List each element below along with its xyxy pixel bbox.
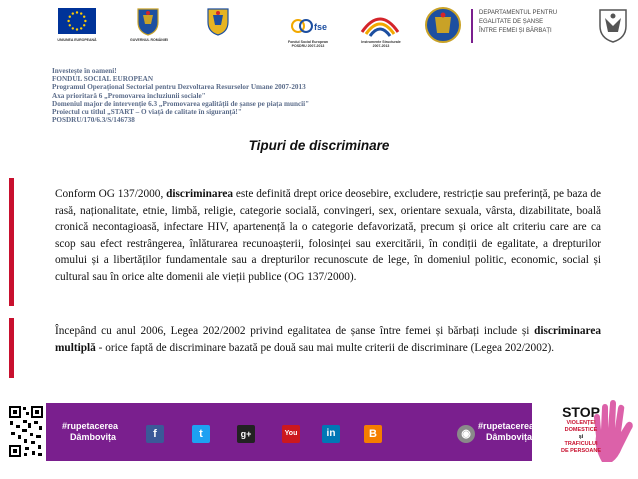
logo-strip — [0, 0, 638, 62]
stop-line-2: DOMESTICE — [564, 427, 598, 433]
fse-label: Fondul Social European POSDRU 2007-2013 — [287, 40, 329, 48]
youtube-icon[interactable]: You — [282, 425, 300, 443]
stop-line-1: VIOLENȚEI — [566, 420, 596, 426]
stop-line-4: TRAFICULUI — [564, 441, 598, 447]
department-line-2: EGALITATE DE ȘANSE — [479, 19, 544, 25]
hashtag-right[interactable] — [478, 421, 534, 443]
stop-violence-badge — [560, 405, 602, 463]
eu-flag-icon — [58, 8, 96, 34]
google-plus-icon[interactable]: g+ — [237, 425, 255, 443]
hashtag-left[interactable] — [62, 421, 118, 443]
paragraph-1-bold: discriminarea — [166, 188, 234, 200]
twitter-icon[interactable]: t — [192, 425, 210, 443]
romania-coat-of-arms-icon — [134, 6, 162, 36]
department-line-1: DEPARTAMENTUL PENTRU — [479, 10, 558, 16]
stop-line-3: și — [578, 434, 584, 440]
header-line-7: POSDRU/170/6.3/S/146738 — [52, 116, 135, 125]
blogger-icon[interactable]: B — [364, 425, 382, 443]
svg-text:fse: fse — [314, 22, 328, 32]
header-line-1: Investește în oameni! — [52, 67, 117, 75]
project-header — [52, 67, 472, 124]
web-globe-icon[interactable]: ◉ — [457, 425, 475, 443]
stop-line-5: DE PERSOANE — [560, 448, 602, 454]
paragraph-1-pre: Conform OG 137/2000, — [55, 188, 167, 200]
fse-logo-icon — [288, 14, 330, 38]
header-line-5: Domeniul major de intervenție 6.3 „Promovarea egalității de șanse pe piața muncii" — [52, 99, 310, 108]
linkedin-icon[interactable]: in — [322, 425, 340, 443]
structural-instruments-icon — [358, 12, 402, 38]
hashtag-left-line-1: #rupetacerea — [62, 421, 119, 431]
romania-coat-of-arms-2-icon — [205, 6, 231, 36]
paragraph-2-post: - orice faptă de discriminare bazată pe două sau mai multe criterii de discriminare (Legea 202/2002). — [95, 341, 555, 354]
accent-bar-1 — [9, 178, 14, 306]
structural-label: Instrumente Structurale 2007-2013 — [361, 40, 401, 48]
department-box — [471, 9, 591, 43]
header-line-4: Axa prioritară 6 „Promovarea incluziunii sociale" — [52, 91, 206, 100]
stop-label: STOP — [562, 404, 600, 420]
header-line-3: Programul Operațional Sectorial pentru Dezvoltarea Resurselor Umane 2007-2013 — [52, 83, 306, 92]
department-line-3: ÎNTRE FEMEI ȘI BĂRBAȚI — [479, 28, 552, 34]
paragraph-2-bold: discriminarea multiplă — [55, 325, 601, 354]
eagle-emblem-icon — [596, 6, 630, 44]
header-line-2: FONDUL SOCIAL EUROPEAN — [52, 75, 154, 84]
paragraph-discrimination — [55, 186, 601, 286]
facebook-icon[interactable]: f — [146, 425, 164, 443]
accent-bar-2 — [9, 318, 14, 378]
hashtag-left-line-2: Dâmbovița — [70, 432, 117, 442]
eu-label: UNIUNEA EUROPEANĂ — [57, 38, 97, 42]
hashtag-right-line-1: #rupetacerea — [478, 421, 535, 431]
paragraph-2-pre: Începând cu anul 2006, Legea 202/2002 privind egalitatea de șanse între femei și bărbați include și — [55, 325, 535, 337]
hashtag-right-line-2: Dâmbovița — [486, 432, 533, 442]
ministry-crest-icon — [424, 5, 462, 45]
qr-code-icon — [8, 405, 44, 458]
paragraph-1-post: este definită drept orice deosebire, excludere, restricție sau preferință, pe baza de rasă, naționalitate, etnie, limbă, religie, categorie socială, convingeri, sex, orientare sexuala, vârsta, dizabilitate, boală cronică necontagioasă, infectare HIV, apartenență la o categorie defavorizată, precum și orice alt criteriu care are ca scop sau efect restrângerea, înlăturarea recunoașterii, folosinței sau exercitării, în condiții de egalitate, a drepturilor omului și a libertăților fundamentale sau a drepturilor recunoscute de lege, în domeniul politic, economic, social și cultural sau în orice alte domenii ale vieții publice (OG 137/2000). — [55, 188, 601, 283]
paragraph-multiple-discrimination — [55, 323, 601, 356]
government-label: GUVERNUL ROMÂNIEI — [129, 38, 169, 42]
page-title: Tipuri de discriminare — [248, 138, 390, 153]
header-line-6: Proiectul cu titlul „START – O viață de calitate în siguranță!" — [52, 108, 242, 117]
